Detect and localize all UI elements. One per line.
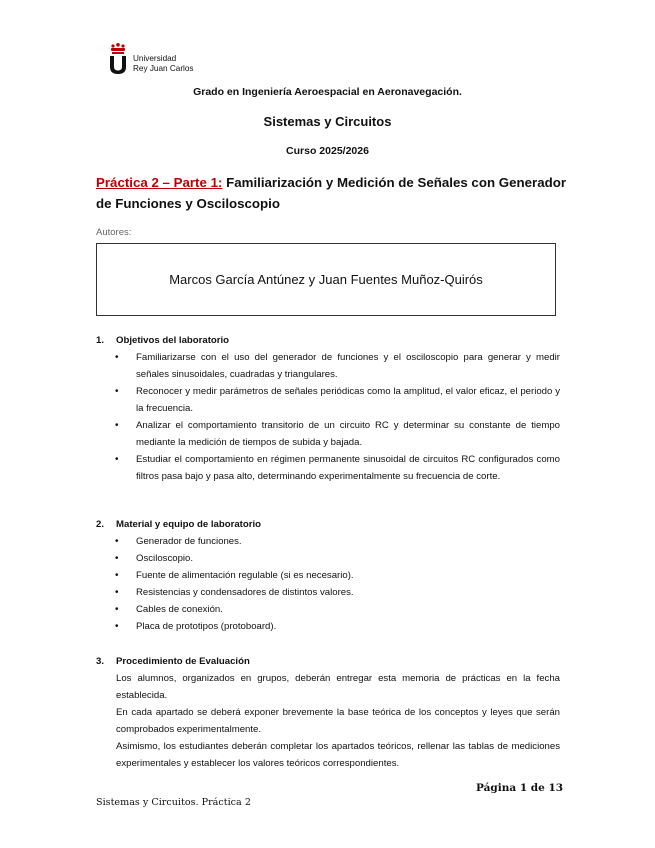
list-item: • Placa de prototipos (protoboard). (136, 618, 560, 635)
materials-list (96, 533, 560, 635)
practice-title (96, 172, 566, 214)
list-item: • Estudiar el comportamiento en régimen permanente sinusoidal de circuitos RC configurados como filtros pasa bajo y pasa alto, determinando experimentalmente su frecuencia de corte. (136, 451, 560, 485)
crown-u-logo-icon (107, 42, 129, 76)
list-item: • Cables de conexión. (136, 601, 560, 618)
paragraph: Asimismo, los estudiantes deberán completar los apartados teóricos, rellenar las tablas de mediciones experimentales y establecer los valores teóricos correspondientes. (116, 741, 560, 769)
practice-title-prefix: Práctica 2 – Parte 1: (96, 175, 223, 190)
list-item: • Resistencias y condensadores de distintos valores. (136, 584, 560, 601)
list-item: • Generador de funciones. (136, 533, 560, 550)
section-title: Procedimiento de Evaluación (116, 656, 250, 667)
paragraph: En cada apartado se deberá exponer brevemente la base teórica de los conceptos y leyes que serán comprobados experimentalmente. (116, 707, 560, 735)
list-item: • Analizar el comportamiento transitorio de un circuito RC y determinar su constante de tiempo mediante la medición de tiempos de subida y bajada. (136, 417, 560, 451)
section-number: 3. (96, 656, 105, 667)
section-title: Material y equipo de laboratorio (116, 519, 261, 530)
section-heading (96, 516, 560, 533)
paragraph: Los alumnos, organizados en grupos, deberán entregar esta memoria de prácticas en la fecha establecida. (116, 673, 560, 701)
footer-label: Sistemas y Circuitos. Práctica 2 (96, 797, 251, 808)
course-year: Curso 2025/2026 (286, 145, 369, 157)
list-item: • Osciloscopio. (136, 550, 560, 567)
section-heading (96, 332, 560, 349)
subject-title: Sistemas y Circuitos (263, 114, 392, 129)
degree-title: Grado en Ingeniería Aeroespacial en Aeronavegación. (193, 86, 462, 98)
practice-title-text: Familiarización y Medición de Señales con Generador de Funciones y Osciloscopio (96, 175, 567, 211)
authors-names: Marcos García Antúnez y Juan Fuentes Muñoz-Quirós (169, 272, 483, 287)
section-title: Objetivos del laboratorio (116, 335, 230, 346)
section-evaluation (96, 653, 560, 772)
section-objectives (96, 332, 560, 485)
university-name-line1: Universidad (133, 54, 177, 63)
section-number: 1. (96, 335, 105, 346)
objectives-list (96, 349, 560, 485)
list-item: • Reconocer y medir parámetros de señales periódicas como la amplitud, el valor eficaz, el periodo y la frecuencia. (136, 383, 560, 417)
section-materials (96, 516, 560, 635)
authors-label: Autores: (96, 227, 132, 238)
university-logo (107, 42, 207, 76)
list-item: • Fuente de alimentación regulable (si es necesario). (136, 567, 560, 584)
section-number: 2. (96, 519, 105, 530)
page-number: Página 1 de 13 (476, 782, 564, 794)
authors-box (96, 243, 556, 316)
list-item: • Familiarizarse con el uso del generador de funciones y el osciloscopio para generar y medir señales sinusoidales, cuadradas y triangulares. (136, 349, 560, 383)
section-heading (96, 653, 560, 670)
university-name-line2: Rey Juan Carlos (133, 63, 194, 73)
